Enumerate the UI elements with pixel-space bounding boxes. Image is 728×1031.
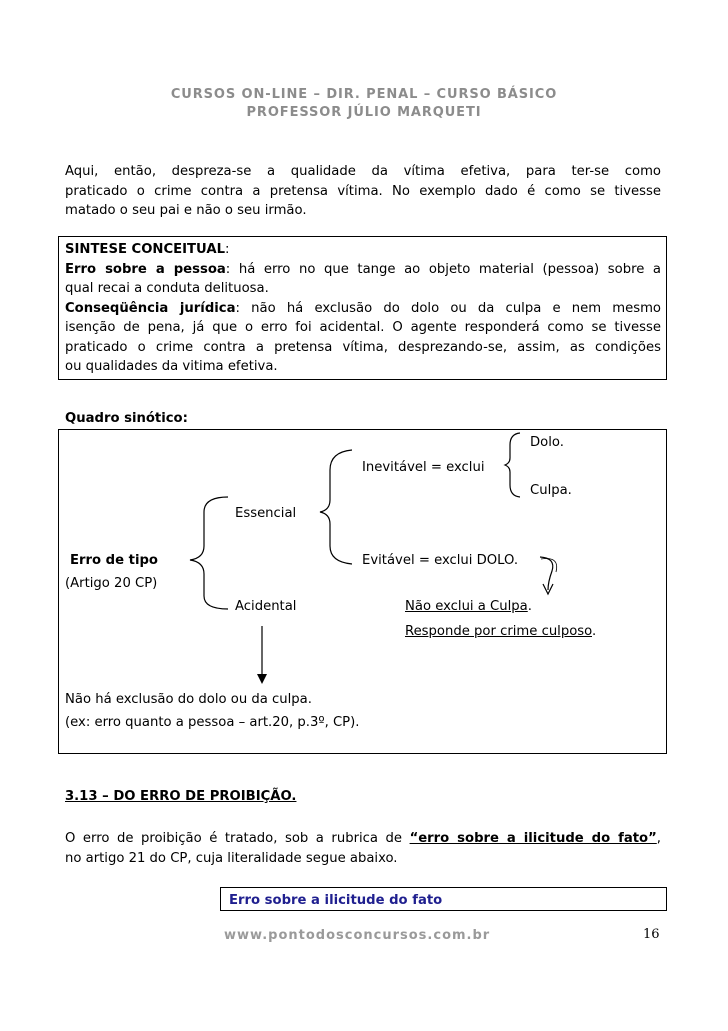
conseq-text: : não há exclusão do dolo ou da culpa e nem mesmo — [235, 300, 661, 316]
nao-exclui-culpa: Não exclui a Culpa — [405, 599, 528, 614]
evitavel-label: Evitável = exclui DOLO. — [362, 553, 519, 568]
footer-site: www.pontodosconcursos.com.br — [224, 928, 491, 943]
synthesis-title-suffix: : — [224, 242, 230, 257]
brace-inevitavel — [505, 433, 520, 497]
conseq-text: ou qualidades da vitima efetiva. — [65, 359, 278, 374]
header-line-1: CURSOS ON-LINE – DIR. PENAL – CURSO BÁSICO — [170, 87, 558, 102]
erro-pessoa-text: qual recai a conduta delituosa. — [65, 281, 269, 296]
acidental-label: Acidental — [235, 599, 297, 614]
intro-line: Aqui, então, despreza-se a qualidade da vítima efetiva, para ter-se como — [65, 164, 661, 179]
erro-pessoa-label: Erro sobre a pessoa — [65, 261, 226, 277]
curved-arrow — [540, 557, 553, 590]
conseq-label: Conseqüência jurídica — [65, 300, 236, 316]
brace-erro-tipo — [190, 497, 228, 609]
dolo-label: Dolo. — [530, 435, 564, 450]
conseq-text: isenção de pena, já que o erro foi acidental. O agente responderá como se tivesse — [65, 320, 661, 335]
brace-essencial — [320, 450, 352, 564]
intro-line: matado o seu pai e não o seu irmão. — [65, 203, 307, 218]
exemplo-text: (ex: erro quanto a pessoa – art.20, p.3º, CP). — [65, 715, 360, 730]
culpa-label: Culpa. — [530, 483, 572, 498]
essencial-label: Essencial — [235, 506, 297, 521]
header-line-2: PROFESSOR JÚLIO MARQUETI — [246, 105, 482, 120]
intro-line: praticado o crime contra a pretensa vítima. No exemplo dado é como se tivesse — [65, 183, 661, 199]
section-line-2: no artigo 21 do CP, cuja literalidade segue abaixo. — [65, 850, 398, 866]
quadro-title: Quadro sinótico: — [65, 411, 188, 426]
nao-ha-exclusao: Não há exclusão do dolo ou da culpa. — [65, 692, 312, 707]
responde-culposo: Responde por crime culposo — [405, 624, 592, 639]
section-text-pre: O erro de proibição é tratado, sob a rubrica de — [65, 831, 410, 846]
erro-pessoa-text: : há erro no que tange ao objeto material (pessoa) sobre a — [225, 261, 662, 277]
erro-tipo-label: Erro de tipo — [70, 553, 158, 568]
section-paragraph — [65, 829, 661, 868]
conseq-text: praticado o crime contra a pretensa vítima, desprezando-se, assim, as condições — [65, 339, 661, 355]
artigo-label: (Artigo 20 CP) — [65, 576, 158, 591]
synthesis-title: SINTESE CONCEITUAL — [65, 242, 225, 257]
section-text-post: , — [656, 831, 661, 846]
section-text-bold: “erro sobre a ilicitude do fato” — [409, 831, 657, 846]
inevitavel-label: Inevitável = exclui — [362, 460, 485, 475]
responde-suffix: . — [592, 624, 597, 639]
page-number: 16 — [643, 927, 660, 942]
nao-exclui-suffix: . — [527, 599, 532, 614]
section-heading: 3.13 – DO ERRO DE PROIBIÇÃO. — [65, 789, 297, 804]
article-title: Erro sobre a ilicitude do fato — [229, 893, 443, 908]
